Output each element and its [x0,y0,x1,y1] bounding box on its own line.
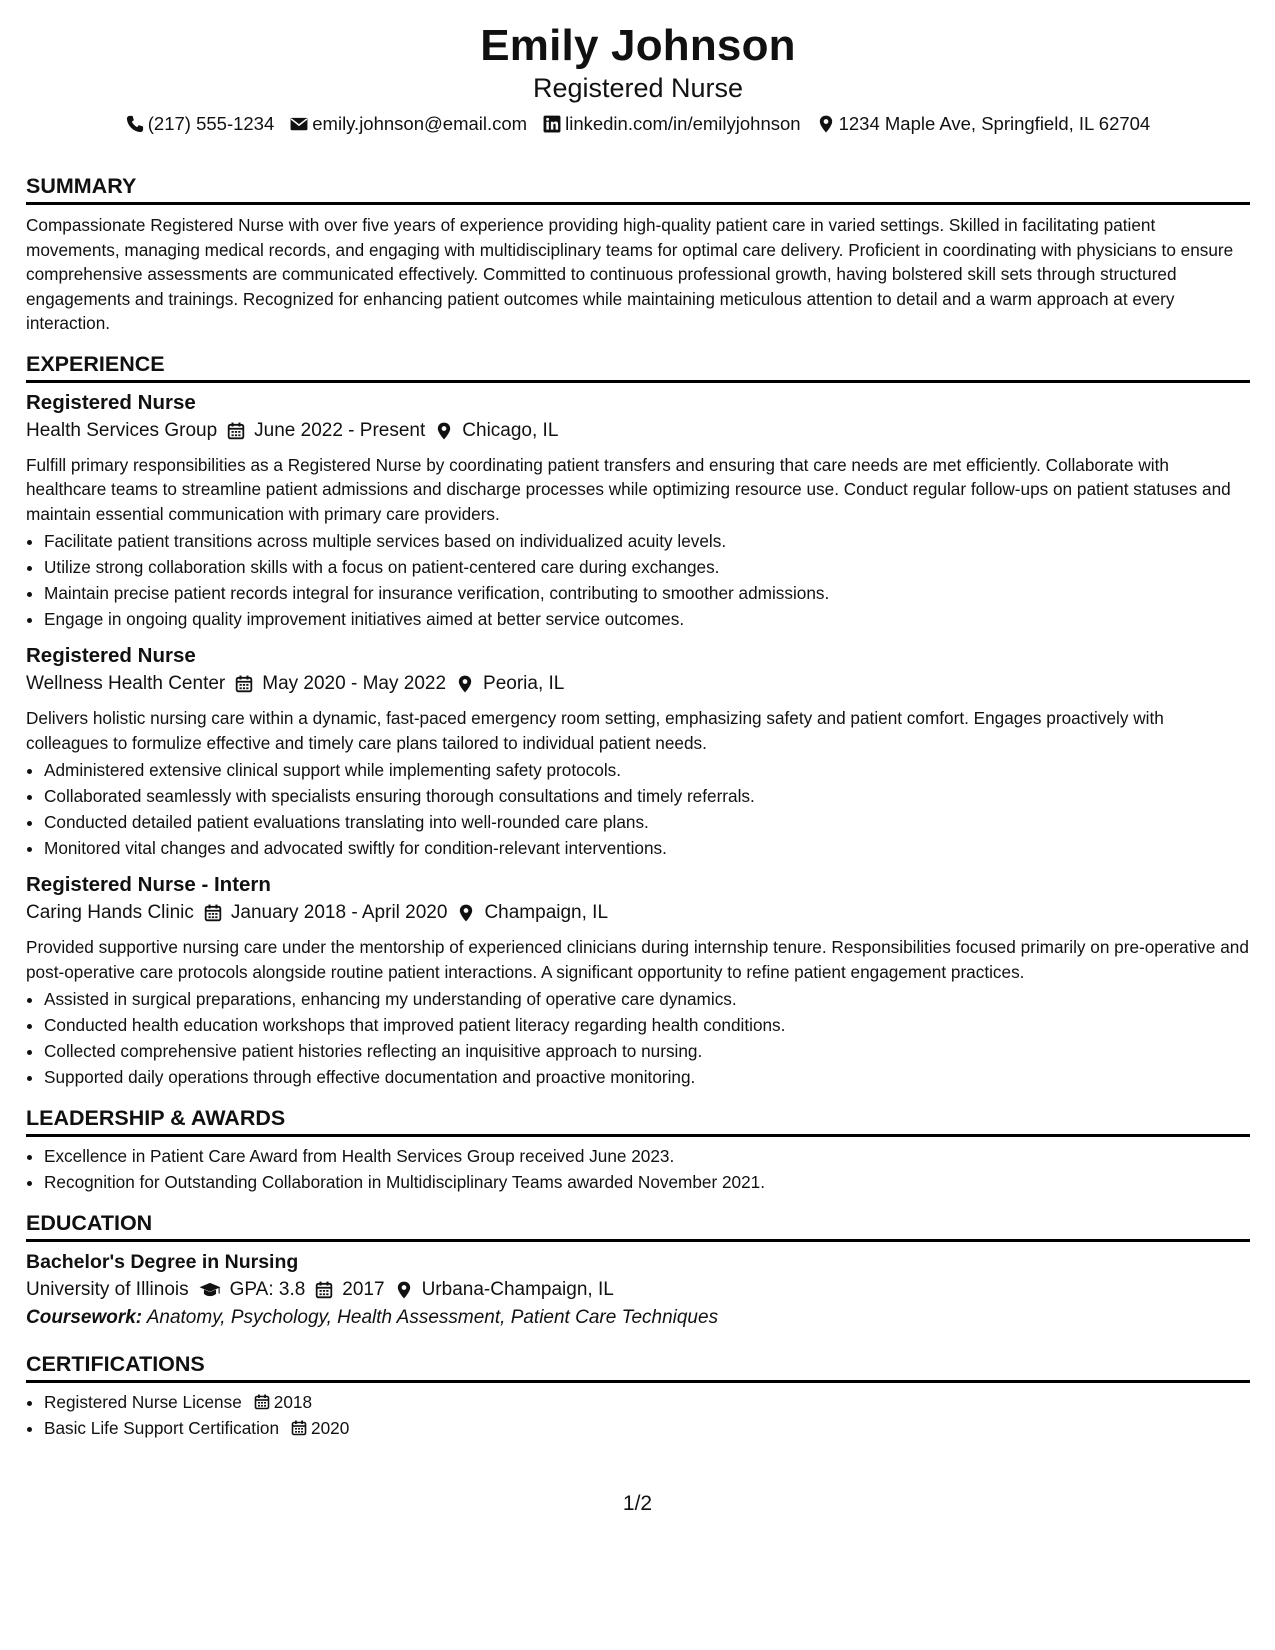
coursework-line [26,1304,1250,1332]
calendar-icon [235,675,253,693]
job-bullets [26,986,1250,1090]
list-item: • Assisted in surgical preparations, enhancing my understanding of operative care dynamics. [44,986,1250,1012]
list-item: • Conducted health education workshops that improved patient literacy regarding health conditions. [44,1012,1250,1038]
coursework-text: Anatomy, Psychology, Health Assessment, Patient Care Techniques [146,1307,719,1328]
list-item: • Administered extensive clinical support while implementing safety protocols. [44,757,1250,783]
list-item: • Facilitate patient transitions across multiple services based on individualized acuity levels. [44,528,1250,554]
awards-list [26,1143,1250,1195]
list-item: • Collaborated seamlessly with specialists ensuring thorough consultations and timely referrals. [44,783,1250,809]
list-item: • Utilize strong collaboration skills with a focus on patient-centered care during exchanges. [44,554,1250,580]
map-pin-icon [457,904,475,922]
envelope-icon [290,115,308,133]
cert-name: • Registered Nurse License [44,1392,242,1412]
contact-phone [126,112,275,136]
job-entry [26,389,1250,633]
job-company: Health Services Group [26,419,218,441]
job-entry [26,642,1250,861]
list-item [44,1389,1250,1415]
job-meta [26,899,1250,927]
job-dates: June 2022 - Present [254,419,426,441]
map-pin-icon [435,422,453,440]
map-pin-icon [456,675,474,693]
job-bullets [26,528,1250,632]
job-location: Chicago, IL [462,419,559,441]
job-description: Fulfill primary responsibilities as a Registered Nurse by coordinating patient transfers and ensuring that care needs are met efficiently. Collaborate with healthcare teams to streamline patient admissions and discharge processes while optimizing resource use. Conduct regular follow-ups on patient statuses and maintain essential communication with primary care providers. [26,454,1231,524]
coursework-label: Coursework: [26,1307,143,1328]
job-title: Registered Nurse [26,644,196,667]
job-dates: May 2020 - May 2022 [262,673,447,694]
job-title: Registered Nurse - Intern [26,873,271,896]
linkedin-icon [543,115,561,133]
job-bullets [26,757,1250,861]
job-dates: January 2018 - April 2020 [230,902,448,923]
linkedin-text[interactable]: linkedin.com/in/emilyjohnson [565,113,801,134]
address-text: 1234 Maple Ave, Springfield, IL 62704 [838,113,1151,134]
contact-line [26,112,1250,136]
education-section [26,1209,1250,1332]
calendar-icon [227,422,245,440]
contact-linkedin[interactable] [543,112,800,136]
summary-section [26,172,1250,336]
phone-icon [126,115,144,133]
candidate-title: Registered Nurse [532,73,744,103]
calendar-icon [291,1420,307,1436]
experience-section [26,350,1250,1091]
page-number: 1/2 [622,1492,653,1515]
list-item: • Monitored vital changes and advocated swiftly for condition-relevant interventions. [44,835,1250,861]
map-pin-icon [817,115,835,133]
certifications-list [26,1389,1250,1441]
degree-title: Bachelor's Degree in Nursing [26,1251,299,1273]
contact-email[interactable] [290,112,527,136]
contact-address [817,112,1151,136]
gpa-text: GPA: 3.8 [229,1279,306,1300]
job-location: Peoria, IL [483,673,565,694]
job-description: Provided supportive nursing care under the mentorship of experienced clinicians during internship tenure. Responsibilities focused primarily on pre-operative and post-operative care protocols alongside routine patient interactions. A significant opportunity to refine patient engagement practices. [26,937,1249,982]
calendar-icon [315,1281,333,1299]
section-heading: EDUCATION [26,1209,1250,1242]
list-item: • Recognition for Outstanding Collaboration in Multidisciplinary Teams awarded November 2021. [44,1169,1250,1195]
job-location: Champaign, IL [484,902,609,923]
section-heading: SUMMARY [26,172,1250,205]
candidate-name: Emily Johnson [480,21,796,70]
graduation-year: 2017 [342,1279,385,1300]
list-item: • Collected comprehensive patient histories reflecting an inquisitive approach to nursing. [44,1038,1250,1064]
job-company: Caring Hands Clinic [26,902,194,923]
graduation-cap-icon [199,1281,221,1299]
list-item: • Conducted detailed patient evaluations translating into well-rounded care plans. [44,809,1250,835]
calendar-icon [204,904,222,922]
map-pin-icon [395,1281,413,1299]
section-heading: LEADERSHIP & AWARDS [26,1104,1250,1137]
cert-year: 2018 [273,1392,313,1412]
list-item: • Supported daily operations through effective documentation and proactive monitoring. [44,1064,1250,1090]
calendar-icon [254,1394,270,1410]
certifications-section [26,1350,1250,1441]
job-meta [26,670,1250,698]
job-description: Delivers holistic nursing care within a dynamic, fast-paced emergency room setting, emphasizing safety and patient comfort. Engages proactively with colleagues to formulize effective and timely care plans tailored to individual patient needs. [26,708,1164,753]
job-entry [26,871,1250,1090]
list-item: • Engage in ongoing quality improvement initiatives aimed at better service outcomes. [44,606,1250,632]
section-heading: EXPERIENCE [26,350,1250,383]
list-item [44,1415,1250,1441]
list-item: • Excellence in Patient Care Award from Health Services Group received June 2023. [44,1143,1250,1169]
job-title: Registered Nurse [26,390,196,414]
job-meta [26,417,1250,445]
email-text[interactable]: emily.johnson@email.com [312,113,528,134]
school-location: Urbana-Champaign, IL [421,1279,614,1300]
education-meta [26,1276,1250,1304]
phone-text: (217) 555-1234 [147,113,275,134]
job-company: Wellness Health Center [26,673,226,694]
summary-text: Compassionate Registered Nurse with over five years of experience providing high-quality patient care in varied settings. Skilled in facilitating patient movements, managing medical records, and engaging with multidisciplinary teams for optimal care delivery. Proficient in coordinating with physicians to ensure comprehensive assessments are communicated effectively. Committed to continuous professional growth, having bolstered skill sets through structured engagements and trainings. Recognized for enhancing patient outcomes while maintaining meticulous attention to detail and a warm approach at every interaction. [26,215,1234,333]
section-heading: CERTIFICATIONS [26,1350,1250,1383]
school-name: University of Illinois [26,1279,189,1300]
cert-year: 2020 [311,1418,350,1438]
cert-name: • Basic Life Support Certification [44,1418,280,1438]
list-item: • Maintain precise patient records integral for insurance verification, contributing to smoother admissions. [44,580,1250,606]
leadership-section [26,1104,1250,1195]
resume-page [26,20,1250,1441]
